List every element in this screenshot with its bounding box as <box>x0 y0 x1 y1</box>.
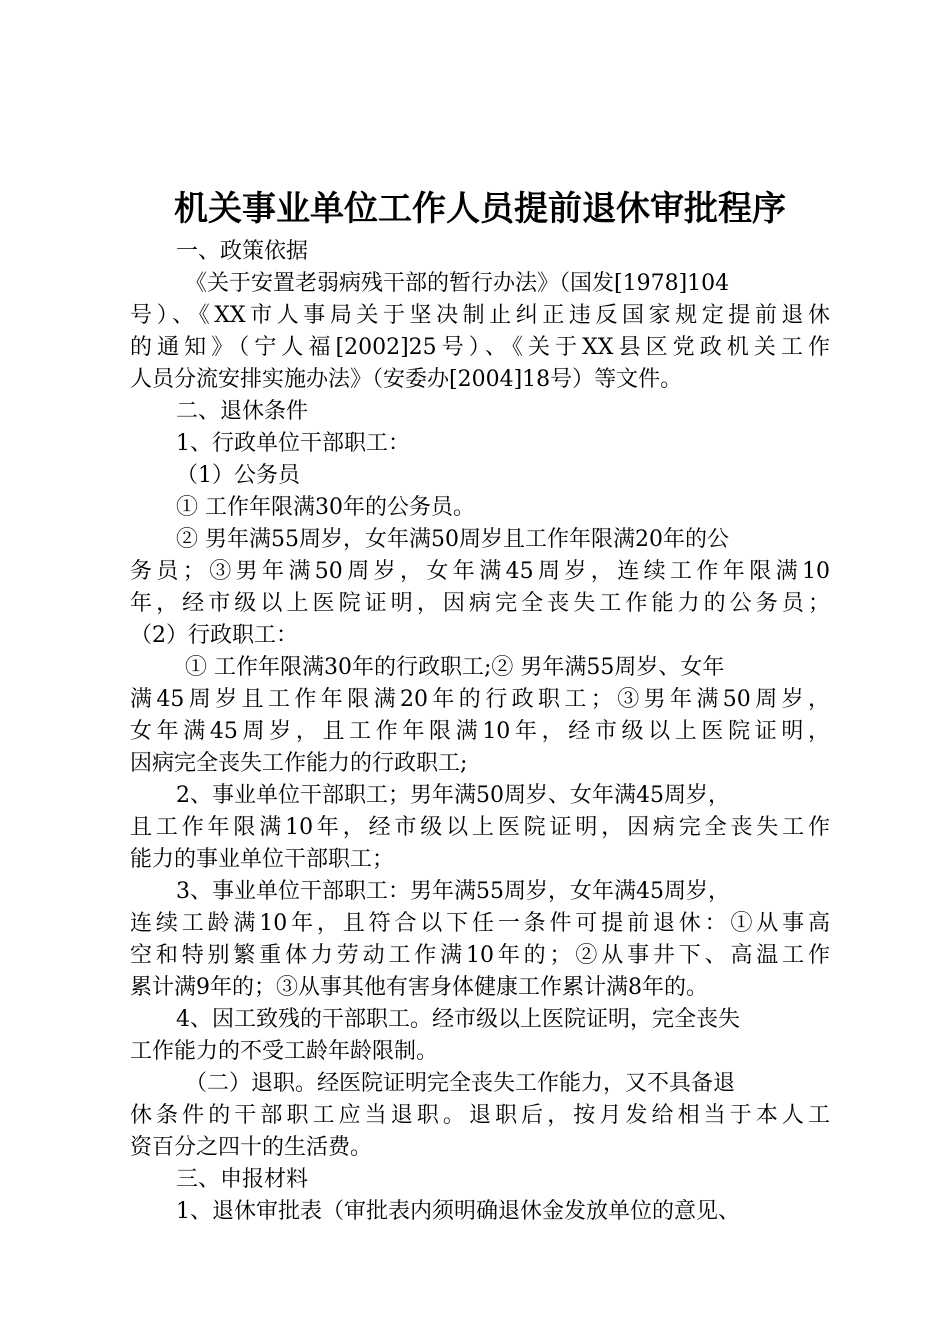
paragraph-line: 累计满9年的；③从事其他有害身体健康工作累计满8年的。 <box>130 975 708 1000</box>
section-heading-retirement-conditions: 二、退休条件 <box>176 399 309 424</box>
paragraph-line: 的通知》（宁人福[2002]25号）、《关于XX县区党政机关工作 <box>130 335 830 360</box>
paragraph-line: 《关于安置老弱病残干部的暂行办法》（国发[1978]104 <box>185 271 730 296</box>
paragraph-line: 女年满45周岁，且工作年限满10年，经市级以上医院证明， <box>130 719 830 744</box>
paragraph-line: 满45周岁且工作年限满20年的行政职工；③男年满50周岁， <box>130 687 830 712</box>
paragraph-line: 能力的事业单位干部职工； <box>130 847 395 872</box>
paragraph-line: 号）、《XX市人事局关于坚决制止纠正违反国家规定提前退休 <box>130 303 830 328</box>
section-heading-application-materials: 三、申报材料 <box>176 1167 309 1192</box>
paragraph-line: 空和特别繁重体力劳动工作满10年的；②从事井下、高温工作 <box>130 943 830 968</box>
paragraph-line: 工作能力的不受工龄年龄限制。 <box>130 1039 439 1064</box>
paragraph-line: 休条件的干部职工应当退职。退职后，按月发给相当于本人工 <box>130 1103 830 1128</box>
paragraph-line: 因病完全丧失工作能力的行政职工; <box>130 751 468 776</box>
paragraph-line: 4、因工致残的干部职工。经市级以上医院证明，完全丧失 <box>176 1007 740 1032</box>
paragraph-line: 务员；③男年满50周岁，女年满45周岁，连续工作年限满10 <box>130 559 830 584</box>
paragraph-line: 资百分之四十的生活费。 <box>130 1135 373 1160</box>
paragraph-line: ① 工作年限满30年的公务员。 <box>176 495 475 520</box>
document-title: 机关事业单位工作人员提前退休审批程序 <box>174 189 786 229</box>
subheading-line: （2）行政职工： <box>130 623 298 648</box>
paragraph-line: 人员分流安排实施办法》（安委办[2004]18号）等文件。 <box>130 367 683 392</box>
paragraph-line: ② 男年满55周岁，女年满50周岁且工作年限满20年的公 <box>176 527 729 552</box>
paragraph-line: 且工作年限满10年，经市级以上医院证明，因病完全丧失工作 <box>130 815 830 840</box>
paragraph-line: ① 工作年限满30年的行政职工;② 男年满55周岁、女年 <box>185 655 725 680</box>
paragraph-line: 3、事业单位干部职工：男年满55周岁，女年满45周岁， <box>176 879 730 904</box>
paragraph-line: 1、退休审批表（审批表内须明确退休金发放单位的意见、 <box>176 1199 740 1224</box>
paragraph-line: 连续工龄满10年，且符合以下任一条件可提前退休：①从事高 <box>130 911 830 936</box>
subheading-line: 1、行政单位干部职工： <box>176 431 410 456</box>
paragraph-line: 年，经市级以上医院证明，因病完全丧失工作能力的公务员； <box>130 591 830 616</box>
paragraph-line: 2、事业单位干部职工；男年满50周岁、女年满45周岁， <box>176 783 730 808</box>
paragraph-line: （二）退职。经医院证明完全丧失工作能力，又不具备退 <box>185 1071 736 1096</box>
subheading-line: （1）公务员 <box>176 463 300 488</box>
section-heading-policy-basis: 一、政策依据 <box>176 239 309 264</box>
